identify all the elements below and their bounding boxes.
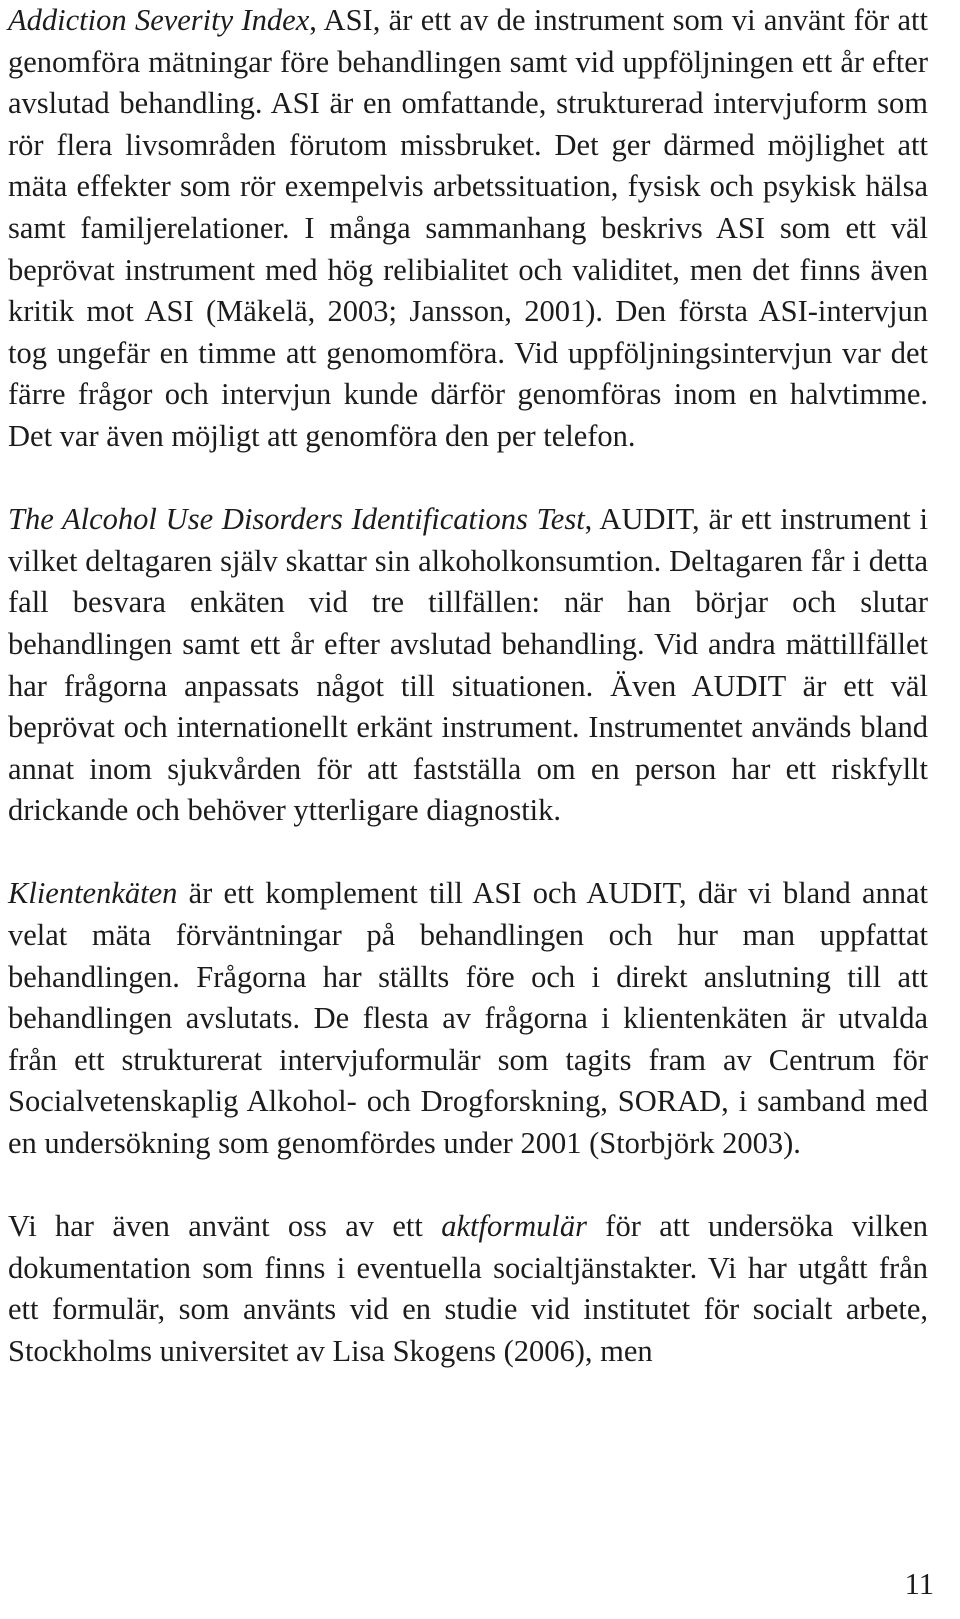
- paragraph-text: är ett komplement till ASI och AUDIT, där vi bland annat velat mäta förväntningar på behandlingen och hur man uppfattat behandlingen. Frågorna har ställts före och i direkt anslutning till att behandlingen avslutats. De flesta av frågorna i klientenkäten är utvalda från ett strukturerat intervjuformulär som tagits fram av Centrum för Socialvetenskaplig Alkohol- och Drogforskning, SORAD, i samband med en undersökning som genomfördes under 2001 (Storbjörk 2003).: [8, 876, 928, 1161]
- paragraph-text: , AUDIT, är ett instrument i vilket deltagaren själv skattar sin alkoholkonsumtion. Deltagaren får i detta fall besvara enkäten vid tre tillfällen: när han börjar och slutar behandlingen samt ett år efter avslutad behandling. Vid andra mättillfället har frågorna anpassats något till situationen. Även AUDIT är ett väl beprövat och internationellt erkänt instrument. Instrumentet används bland annat inom sjukvården för att fastställa om en person har ett riskfyllt drickande och behöver ytterligare diagnostik.: [8, 502, 928, 828]
- term-asi: Addiction Severity Index: [8, 3, 310, 37]
- term-aktformular: aktformulär: [441, 1209, 587, 1244]
- paragraph-aktformular: [8, 1206, 928, 1372]
- paragraph-klientenkaten: [8, 873, 928, 1164]
- page-number: 11: [904, 1567, 934, 1601]
- document-body: [8, 0, 928, 1373]
- term-audit: The Alcohol Use Disorders Identifications Test: [8, 502, 585, 537]
- paragraph-text: Vi har även använt oss av ett: [8, 1209, 442, 1244]
- paragraph-audit: [8, 499, 928, 832]
- paragraph-asi: [8, 0, 928, 458]
- term-klientenkaten: Klientenkäten: [8, 876, 178, 911]
- paragraph-text: , ASI, är ett av de instrument som vi använt för att genomföra mätningar före behandlingen samt vid uppföljningen ett år efter avslutad behandling. ASI är en omfattande, strukturerad intervjuform som rör flera livsområden förutom missbruket. Det ger därmed möjlighet att mäta effekter som rör exempelvis arbetssituation, fysisk och psykisk hälsa samt familjerelationer. I många sammanhang beskrivs ASI som ett väl beprövat instrument med hög relibialitet och validitet, men det finns även kritik mot ASI (Mäkelä, 2003; Jansson, 2001). Den första ASI-intervjun tog ungefär en timme att genomomföra. Vid uppföljningsintervjun var det färre frågor och intervjun kunde därför genomföras inom en halvtimme. Det var även möjligt att genomföra den per telefon.: [8, 3, 928, 453]
- paragraph-text: för att undersöka vilken dokumentation som finns i eventuella socialtjänstakter. Vi har utgått från ett formulär, som använts vid en studie vid institutet för socialt arbete, Stockholms universitet av Lisa Skogens (2006), men: [8, 1209, 928, 1368]
